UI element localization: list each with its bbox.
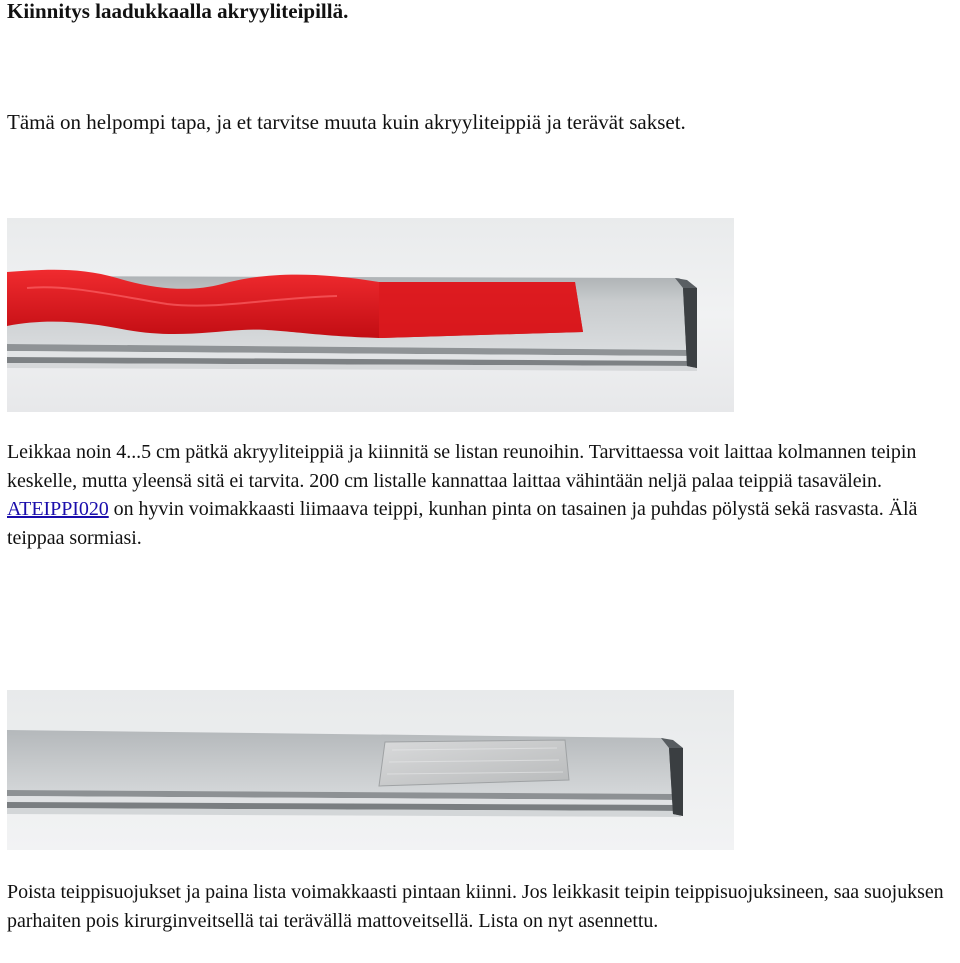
photo-clear-tape-on-profile [7, 690, 734, 850]
final-instructions-paragraph: Poista teippisuojukset ja paina lista voimakkaasti pintaan kiinni. Jos leikkasit teipin teippisuojuksineen, saa suojuksen parhaiten pois kirurginveitsellä tai terävällä mattoveitsellä. Lista on nyt asennettu. [7, 881, 944, 932]
instructions-text-part1: Leikkaa noin 4...5 cm pätkä akryyliteippiä ja kiinnitä se listan reunoihin. Tarvittaessa voit laittaa kolmannen teipin keskelle, mutta yleensä sitä ei tarvita. 200 cm listalle kannattaa laittaa vähintään neljä palaa teippiä tasavälein. [7, 441, 917, 492]
photo-red-tape-on-profile [7, 218, 734, 412]
instructions-text-part2: on hyvin voimakkaasti liimaava teippi, kunhan pinta on tasainen ja puhdas pölystä sekä rasvasta. Älä teippaa sormiasi. [7, 498, 918, 550]
product-link-ateippi020[interactable]: ATEIPPI020 [7, 498, 109, 521]
mounting-instructions-paragraph [7, 438, 960, 553]
page-heading: Kiinnitys laadukkaalla akryyliteipillä. [7, 0, 349, 23]
intro-paragraph: Tämä on helpompi tapa, ja et tarvitse muuta kuin akryyliteippiä ja terävät sakset. [7, 110, 686, 134]
